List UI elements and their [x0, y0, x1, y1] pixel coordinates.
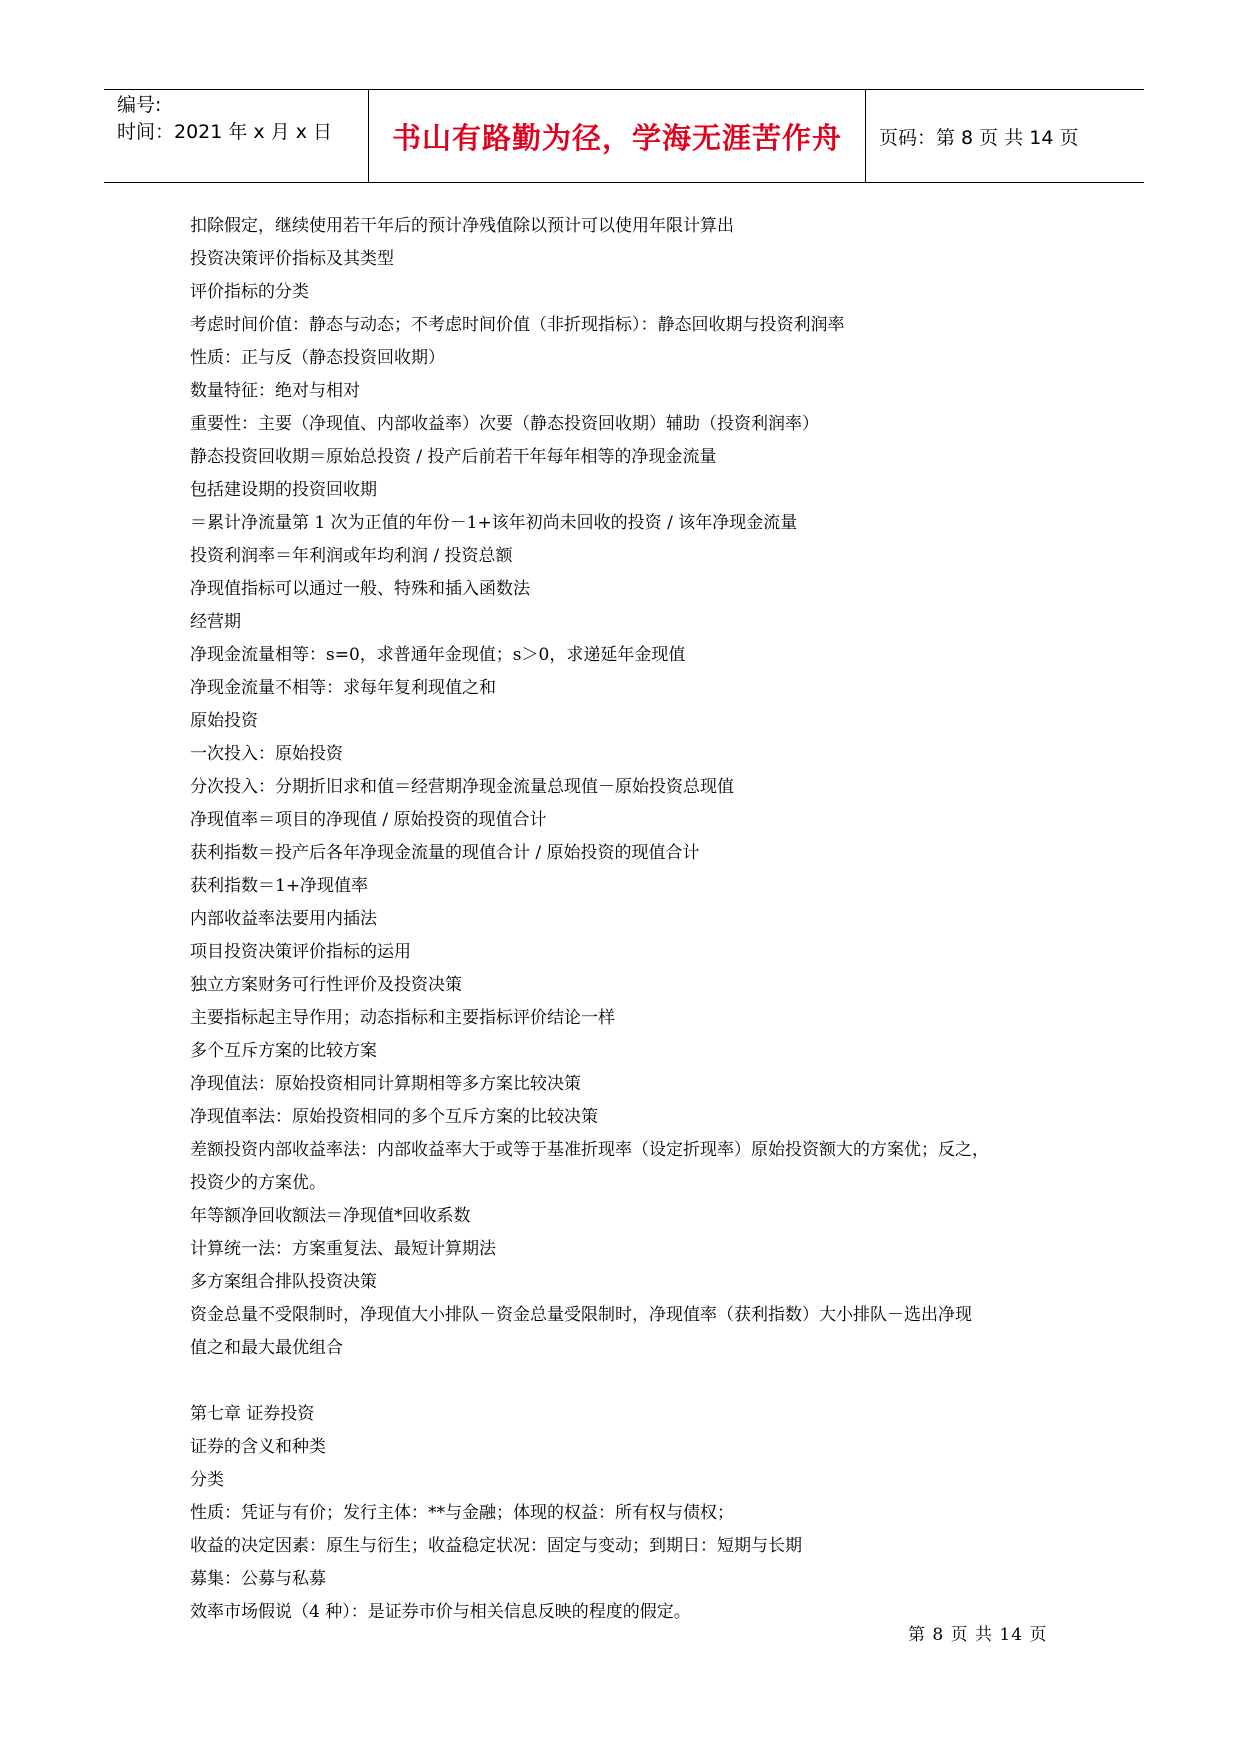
text-line: 数量特征：绝对与相对: [190, 381, 360, 401]
text-line: 分次投入：分期折旧求和值＝经营期净现金流量总现值－原始投资总现值: [190, 777, 734, 797]
text-line: 获利指数＝投产后各年净现金流量的现值合计 / 原始投资的现值合计: [190, 843, 700, 863]
blank-line: [190, 1365, 1070, 1398]
header-meta: [104, 90, 369, 182]
time-label: 时间：2021 年 x 月 x 日: [117, 121, 333, 143]
text-line: 经营期: [190, 612, 241, 632]
text-line: 投资决策评价指标及其类型: [190, 249, 394, 269]
text-line: 考虑时间价值：静态与动态；不考虑时间价值（非折现指标）：静态回收期与投资利润率: [190, 315, 845, 335]
header-motto: 书山有路勤为径，学海无涯苦作舟: [369, 90, 866, 182]
text-line: 分类: [190, 1470, 224, 1490]
text-line: 投资利润率＝年利润或年均利润 / 投资总额: [190, 546, 513, 566]
text-line: 资金总量不受限制时，净现值大小排队－资金总量受限制时，净现值率（获利指数）大小排队－选出净现: [190, 1305, 972, 1325]
text-line: 静态投资回收期＝原始总投资 / 投产后前若干年每年相等的净现金流量: [190, 447, 717, 467]
text-line: 效率市场假说（4 种）：是证券市价与相关信息反映的程度的假定。: [190, 1602, 691, 1622]
text-line: 原始投资: [190, 711, 258, 731]
text-line: 净现金流量相等：s=0，求普通年金现值；s＞0，求递延年金现值: [190, 645, 686, 665]
text-line: 净现值法：原始投资相同计算期相等多方案比较决策: [190, 1074, 581, 1094]
text-line: 净现值指标可以通过一般、特殊和插入函数法: [190, 579, 530, 599]
page-footer: 第 8 页 共 14 页: [908, 1625, 1048, 1645]
text-line: 一次投入：原始投资: [190, 744, 343, 764]
serial-label: 编号:: [117, 94, 162, 116]
text-line: 证券的含义和种类: [190, 1437, 326, 1457]
text-line: 净现值率＝项目的净现值 / 原始投资的现值合计: [190, 810, 547, 830]
page-header: [104, 89, 1144, 183]
text-line: 项目投资决策评价指标的运用: [190, 942, 411, 962]
text-line: 性质：凭证与有价；发行主体：**与金融；体现的权益：所有权与债权；: [190, 1503, 734, 1523]
text-line: 投资少的方案优。: [190, 1173, 326, 1193]
text-line: 值之和最大最优组合: [190, 1338, 343, 1358]
text-line: 净现金流量不相等：求每年复利现值之和: [190, 678, 496, 698]
document-body: [190, 210, 1070, 1629]
text-line: 获利指数＝1+净现值率: [190, 876, 369, 896]
text-line: 独立方案财务可行性评价及投资决策: [190, 975, 462, 995]
text-line: 内部收益率法要用内插法: [190, 909, 377, 929]
text-line: 多个互斥方案的比较方案: [190, 1041, 377, 1061]
header-page-code: 页码：第 8 页 共 14 页: [879, 126, 1079, 149]
text-line: 收益的决定因素：原生与衍生；收益稳定状况：固定与变动；到期日：短期与长期: [190, 1536, 802, 1556]
chapter-heading: 第七章 证券投资: [190, 1404, 315, 1424]
text-line: 重要性：主要（净现值、内部收益率）次要（静态投资回收期）辅助（投资利润率）: [190, 414, 819, 434]
text-line: 主要指标起主导作用；动态指标和主要指标评价结论一样: [190, 1008, 615, 1028]
text-line: 包括建设期的投资回收期: [190, 480, 377, 500]
text-line: 多方案组合排队投资决策: [190, 1272, 377, 1292]
text-line: 性质：正与反（静态投资回收期）: [190, 348, 445, 368]
text-line: 计算统一法：方案重复法、最短计算期法: [190, 1239, 496, 1259]
text-line: 差额投资内部收益率法：内部收益率大于或等于基准折现率（设定折现率）原始投资额大的方案优；反之，: [190, 1140, 989, 1160]
text-line: 净现值率法：原始投资相同的多个互斥方案的比较决策: [190, 1107, 598, 1127]
text-line: 募集：公募与私募: [190, 1569, 326, 1589]
text-line: 扣除假定，继续使用若干年后的预计净残值除以预计可以使用年限计算出: [190, 216, 734, 236]
text-line: ＝累计净流量第 1 次为正值的年份－1+该年初尚未回收的投资 / 该年净现金流量: [190, 513, 798, 533]
text-line: 年等额净回收额法＝净现值*回收系数: [190, 1206, 471, 1226]
text-line: 评价指标的分类: [190, 282, 309, 302]
